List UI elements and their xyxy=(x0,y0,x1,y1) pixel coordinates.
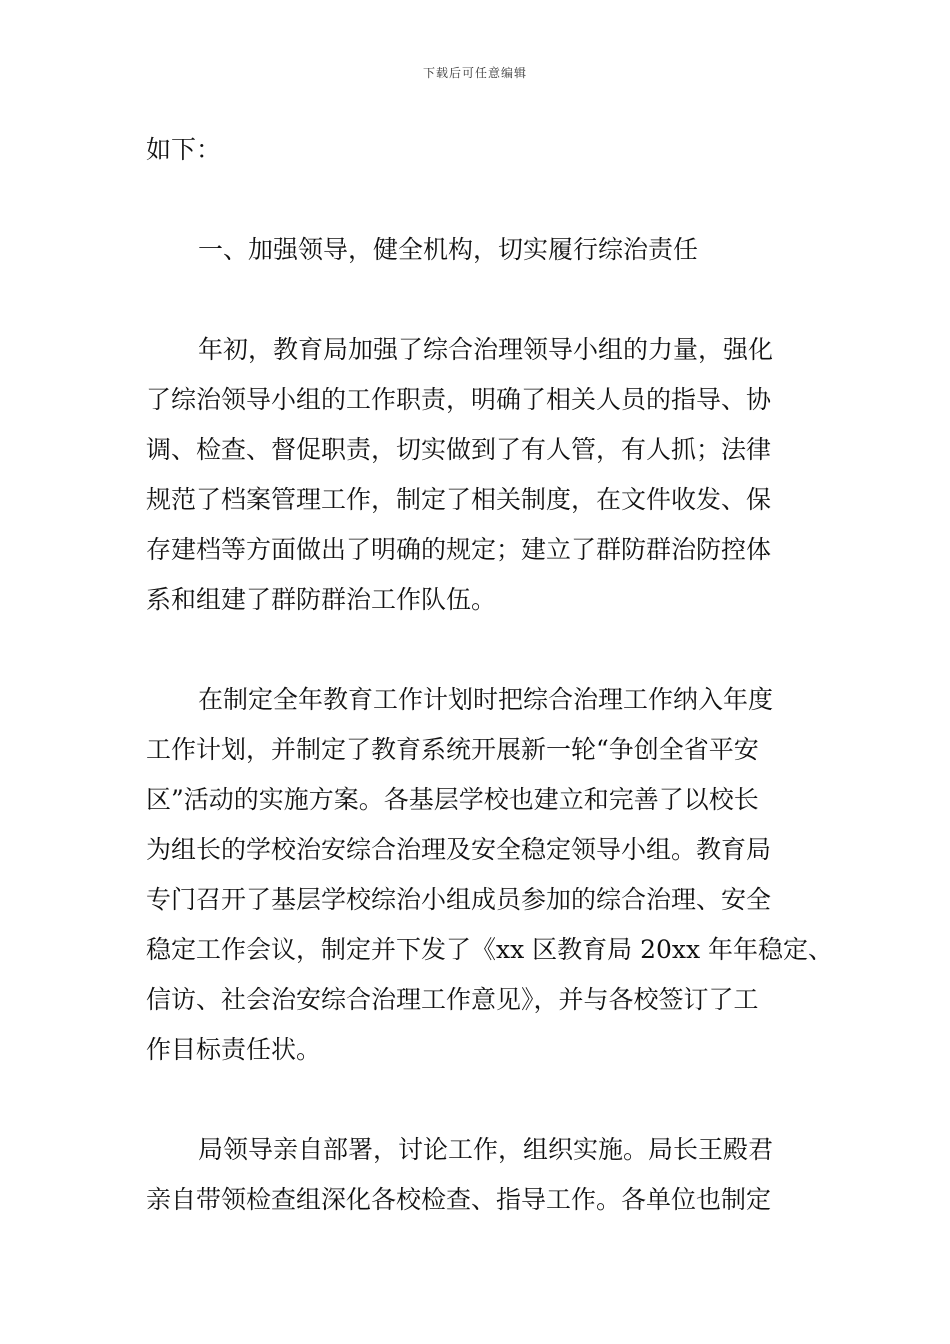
text-line: 系和组建了群防群治工作队伍。 xyxy=(146,585,497,614)
paragraph xyxy=(146,125,818,175)
text-line: 工作计划，并制定了教育系统开展新一轮“争创全省平安 xyxy=(146,735,759,764)
text-line: 如下： xyxy=(146,135,222,164)
text-line: 一、加强领导，健全机构，切实履行综治责任 xyxy=(198,235,699,264)
paragraph xyxy=(146,325,818,625)
paragraph xyxy=(146,1125,818,1225)
text-line: 局领导亲自部署，讨论工作，组织实施。局长王殿君 xyxy=(198,1135,774,1164)
text-line: 信访、社会治安综合治理工作意见》，并与各校签订了工 xyxy=(146,985,759,1014)
text-line: 亲自带领检查组深化各校检查、指导工作。各单位也制定 xyxy=(146,1185,772,1214)
text-line: 了综治领导小组的工作职责，明确了相关人员的指导、协 xyxy=(146,385,772,414)
page-header: 下载后可任意编辑 xyxy=(422,66,527,80)
text-line: 调、检查、督促职责，切实做到了有人管，有人抓；法律 xyxy=(146,435,772,464)
text-line: 专门召开了基层学校综治小组成员参加的综合治理、安全 xyxy=(146,885,772,914)
paragraph xyxy=(146,675,834,1075)
text-line: 年初，教育局加强了综合治理领导小组的力量，强化 xyxy=(198,335,774,364)
section-heading xyxy=(146,225,818,275)
text-line: 作目标责任状。 xyxy=(146,1035,322,1064)
text-line: 在制定全年教育工作计划时把综合治理工作纳入年度 xyxy=(198,685,774,714)
text-line: 稳定工作会议，制定并下发了《xx 区教育局 20xx 年年稳定、 xyxy=(146,935,834,964)
text-line: 存建档等方面做出了明确的规定；建立了群防群治防控体 xyxy=(146,535,772,564)
text-line: 规范了档案管理工作，制定了相关制度，在文件收发、保 xyxy=(146,485,772,514)
document-body xyxy=(146,125,834,1275)
text-line: 区”活动的实施方案。各基层学校也建立和完善了以校长 xyxy=(146,785,759,814)
text-line: 为组长的学校治安综合治理及安全稳定领导小组。教育局 xyxy=(146,835,772,864)
